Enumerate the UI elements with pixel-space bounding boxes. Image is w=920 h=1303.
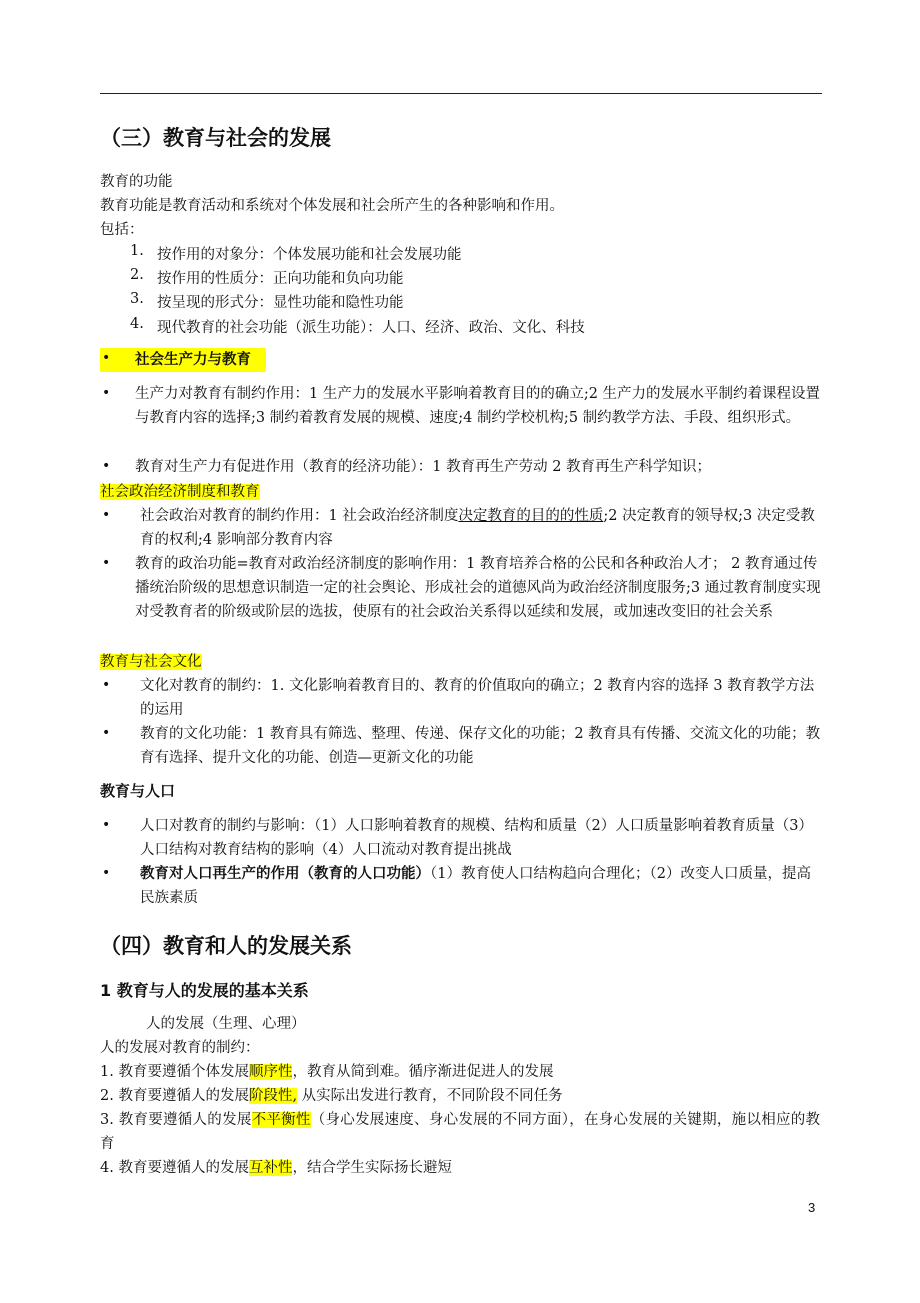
bullet-icon: •: [102, 507, 111, 523]
culture-bullet-1: 文化对教育的制约：1. 文化影响着教育目的、教育的价值取向的确立；2 教育内容的选择 3 教育教学方法的运用: [140, 678, 815, 718]
culture-bullet-2: 教育的文化功能：1 教育具有筛选、整理、传递、保存文化的功能；2 教育具有传播、交流文化的功能；教育有选择、提升文化的功能、创造—更新文化的功能: [140, 726, 821, 766]
rule-1: [100, 1060, 822, 1084]
list-number: 3.: [130, 291, 144, 307]
politics-bullet-1-underline: 决定教育的目的的性质: [458, 508, 604, 524]
population-bullet-2-bold: 教育对人口再生产的作用（教育的人口功能）: [140, 865, 430, 882]
rule-1-text: 1. 教育要遵循个体发展: [100, 1064, 249, 1080]
population-heading: 教育与人口: [100, 782, 176, 800]
list-item: 按作用的性质分：正向功能和负向功能: [157, 271, 404, 287]
bullet-icon: •: [102, 458, 111, 474]
productivity-heading: 社会生产力与教育: [135, 351, 251, 368]
culture-heading: [100, 650, 202, 674]
function-heading: 教育的功能: [100, 174, 173, 190]
politics-bullet-1-tail: ;2 决定教育的领导权;3 决定受教育的权利;4 影响部分教育内容: [140, 508, 815, 548]
function-definition: 教育功能是教育活动和系统对个体发展和社会所产生的各种影响和作用。: [100, 198, 564, 214]
subsection-1-title: 1 教育与人的发展的基本关系: [100, 981, 309, 1000]
list-number: 1.: [130, 243, 144, 259]
rule-4: [100, 1156, 822, 1180]
rule-4-tail: ，结合学生实际扬长避短: [292, 1160, 452, 1176]
rule-2: [100, 1084, 822, 1108]
politics-bullet-1: [140, 504, 822, 552]
header-rule: [100, 93, 822, 94]
rule-3-highlight: 不平衡性: [251, 1112, 311, 1128]
list-number: 2.: [130, 267, 144, 283]
rule-1-highlight: 顺序性: [248, 1064, 293, 1080]
productivity-bullet-2: 教育对生产力有促进作用（教育的经济功能）：1 教育再生产劳动 2 教育再生产科学知识；: [135, 459, 712, 475]
constraint-label: 人的发展对教育的制约：: [100, 1040, 260, 1056]
productivity-bullet-1: 生产力对教育有制约作用：1 生产力的发展水平影响着教育目的的确立;2 生产力的发展水平制约着课程设置与教育内容的选择;3 制约着教育发展的规模、速度;4 制约学校机构;5 制约教学方法、手段、组织形式。: [135, 386, 821, 426]
bullet-icon: •: [102, 865, 111, 881]
rule-2-tail: 从实际出发进行教育，不同阶段不同任务: [297, 1088, 563, 1104]
rule-2-highlight: 阶段性,: [248, 1088, 298, 1104]
rule-3-text: 3. 教育要遵循人的发展: [100, 1112, 252, 1128]
culture-heading-text: 教育与社会文化: [100, 654, 202, 670]
politics-bullet-1-text: 社会政治对教育的制约作用：1 社会政治经济制度: [140, 508, 459, 524]
section-3-title: （三）教育与社会的发展: [100, 126, 331, 150]
rule-2-text: 2. 教育要遵循人的发展: [100, 1088, 249, 1104]
politics-bullet-2: 教育的政治功能=教育对政治经济制度的影响作用：1 教育培养合格的公民和各种政治人才； 2 教育通过传播统治阶级的思想意识制造一定的社会舆论、形成社会的道德风尚为政治经济制度服务;3 通过教育制度实现对受教育者的阶级或阶层的选拔，使原有的社会政治关系得以延续和发展，或加速改变旧的社会关系: [135, 556, 821, 620]
bullet-icon: •: [102, 555, 111, 571]
rule-4-text: 4. 教育要遵循人的发展: [100, 1160, 249, 1176]
human-development: 人的发展（生理、心理）: [146, 1016, 306, 1032]
politics-heading: [100, 480, 260, 504]
bullet-icon: •: [102, 817, 111, 833]
population-bullet-2: [140, 862, 822, 910]
rule-1-tail: ，教育从简到难。循序渐进促进人的发展: [292, 1064, 554, 1080]
list-item: 按呈现的形式分：显性功能和隐性功能: [157, 295, 404, 311]
section-4-title: （四）教育和人的发展关系: [100, 934, 352, 958]
bullet-icon: •: [102, 385, 111, 401]
list-number: 4.: [130, 316, 144, 332]
rule-3-tail: （身心发展速度、身心发展的不同方面），在身心发展的关键期，施以相应的教育: [100, 1112, 820, 1152]
bullet-icon: •: [102, 677, 111, 693]
bullet-icon: •: [102, 725, 111, 741]
politics-heading-text: 社会政治经济制度和教育: [100, 484, 260, 500]
include-label: 包括：: [100, 222, 144, 238]
population-bullet-2-text: （1）教育使人口结构趋向合理化；（2）改变人口质量，提高民族素质: [140, 866, 811, 906]
list-item: 现代教育的社会功能（派生功能）：人口、经济、政治、文化、科技: [157, 320, 585, 336]
population-bullet-1: 人口对教育的制约与影响：（1）人口影响着教育的规模、结构和质量（2）人口质量影响着教育质量（3）人口结构对教育结构的影响（4）人口流动对教育提出挑战: [140, 818, 813, 858]
bullet-icon: •: [102, 350, 111, 366]
rule-3: [100, 1108, 820, 1156]
page-number: 3: [808, 1200, 816, 1215]
rule-4-highlight: 互补性: [248, 1160, 293, 1176]
list-item: 按作用的对象分：个体发展功能和社会发展功能: [157, 247, 462, 263]
